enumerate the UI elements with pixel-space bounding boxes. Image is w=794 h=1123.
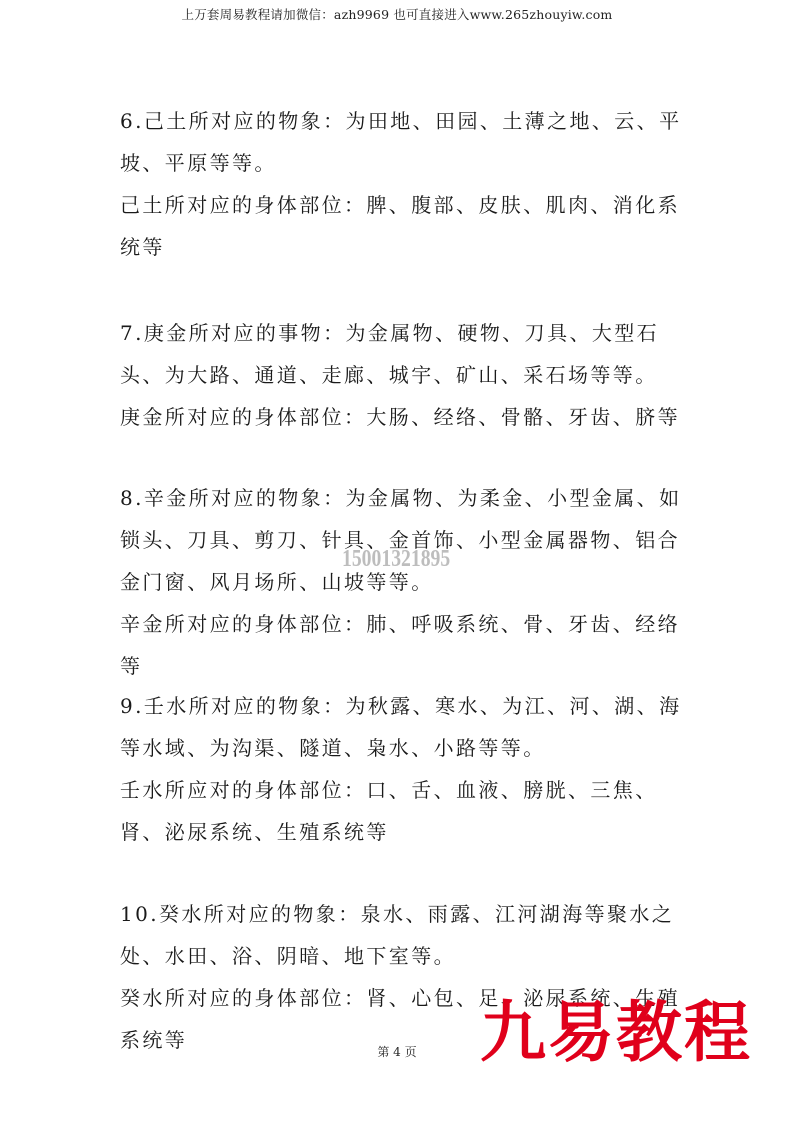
section-7	[120, 312, 690, 438]
section-7-objects: 7.庚金所对应的事物：为金属物、硬物、刀具、大型石头、为大路、通道、走廊、城宇、矿山、采石场等等。	[120, 321, 660, 387]
page-number: 第 4 页	[377, 1045, 417, 1059]
section-8-objects: 8.辛金所对应的物象：为金属物、为柔金、小型金属、如锁头、刀具、剪刀、针具、金首饰、小型金属器物、铝合金门窗、风月场所、山坡等等。	[120, 486, 682, 594]
section-10-body-parts: 癸水所对应的身体部位：肾、心包、足、泌尿系统、生殖系统等	[120, 986, 680, 1052]
section-9-objects: 9.壬水所对应的物象：为秋露、寒水、为江、河、湖、海等水域、为沟渠、隧道、枭水、小路等等。	[120, 694, 682, 760]
section-10-objects: 10.癸水所对应的物象：泉水、雨露、江河湖海等聚水之处、水田、浴、阴暗、地下室等。	[120, 902, 675, 968]
section-8-body-parts: 辛金所对应的身体部位：肺、呼吸系统、骨、牙齿、经络等	[120, 612, 680, 678]
section-6-objects: 6.己土所对应的物象：为田地、田园、土薄之地、云、平坡、平原等等。	[120, 109, 682, 175]
phone-watermark: 15001321895	[342, 546, 451, 572]
section-7-body-parts: 庚金所对应的身体部位：大肠、经络、骨骼、牙齿、脐等	[120, 405, 680, 429]
section-6-body-parts: 己土所对应的身体部位：脾、腹部、皮肤、肌肉、消化系统等	[120, 193, 680, 259]
brand-logo: 九易教程	[480, 994, 752, 1071]
section-9-body-parts: 壬水所应对的身体部位：口、舌、血液、膀胱、三焦、肾、泌尿系统、生殖系统等	[120, 778, 658, 844]
header-contact-line: 上万套周易教程请加微信：azh9969 也可直接进入www.265zhouyiw.com	[181, 7, 613, 22]
section-6	[120, 100, 690, 268]
section-8	[120, 477, 690, 687]
section-9	[120, 685, 690, 853]
